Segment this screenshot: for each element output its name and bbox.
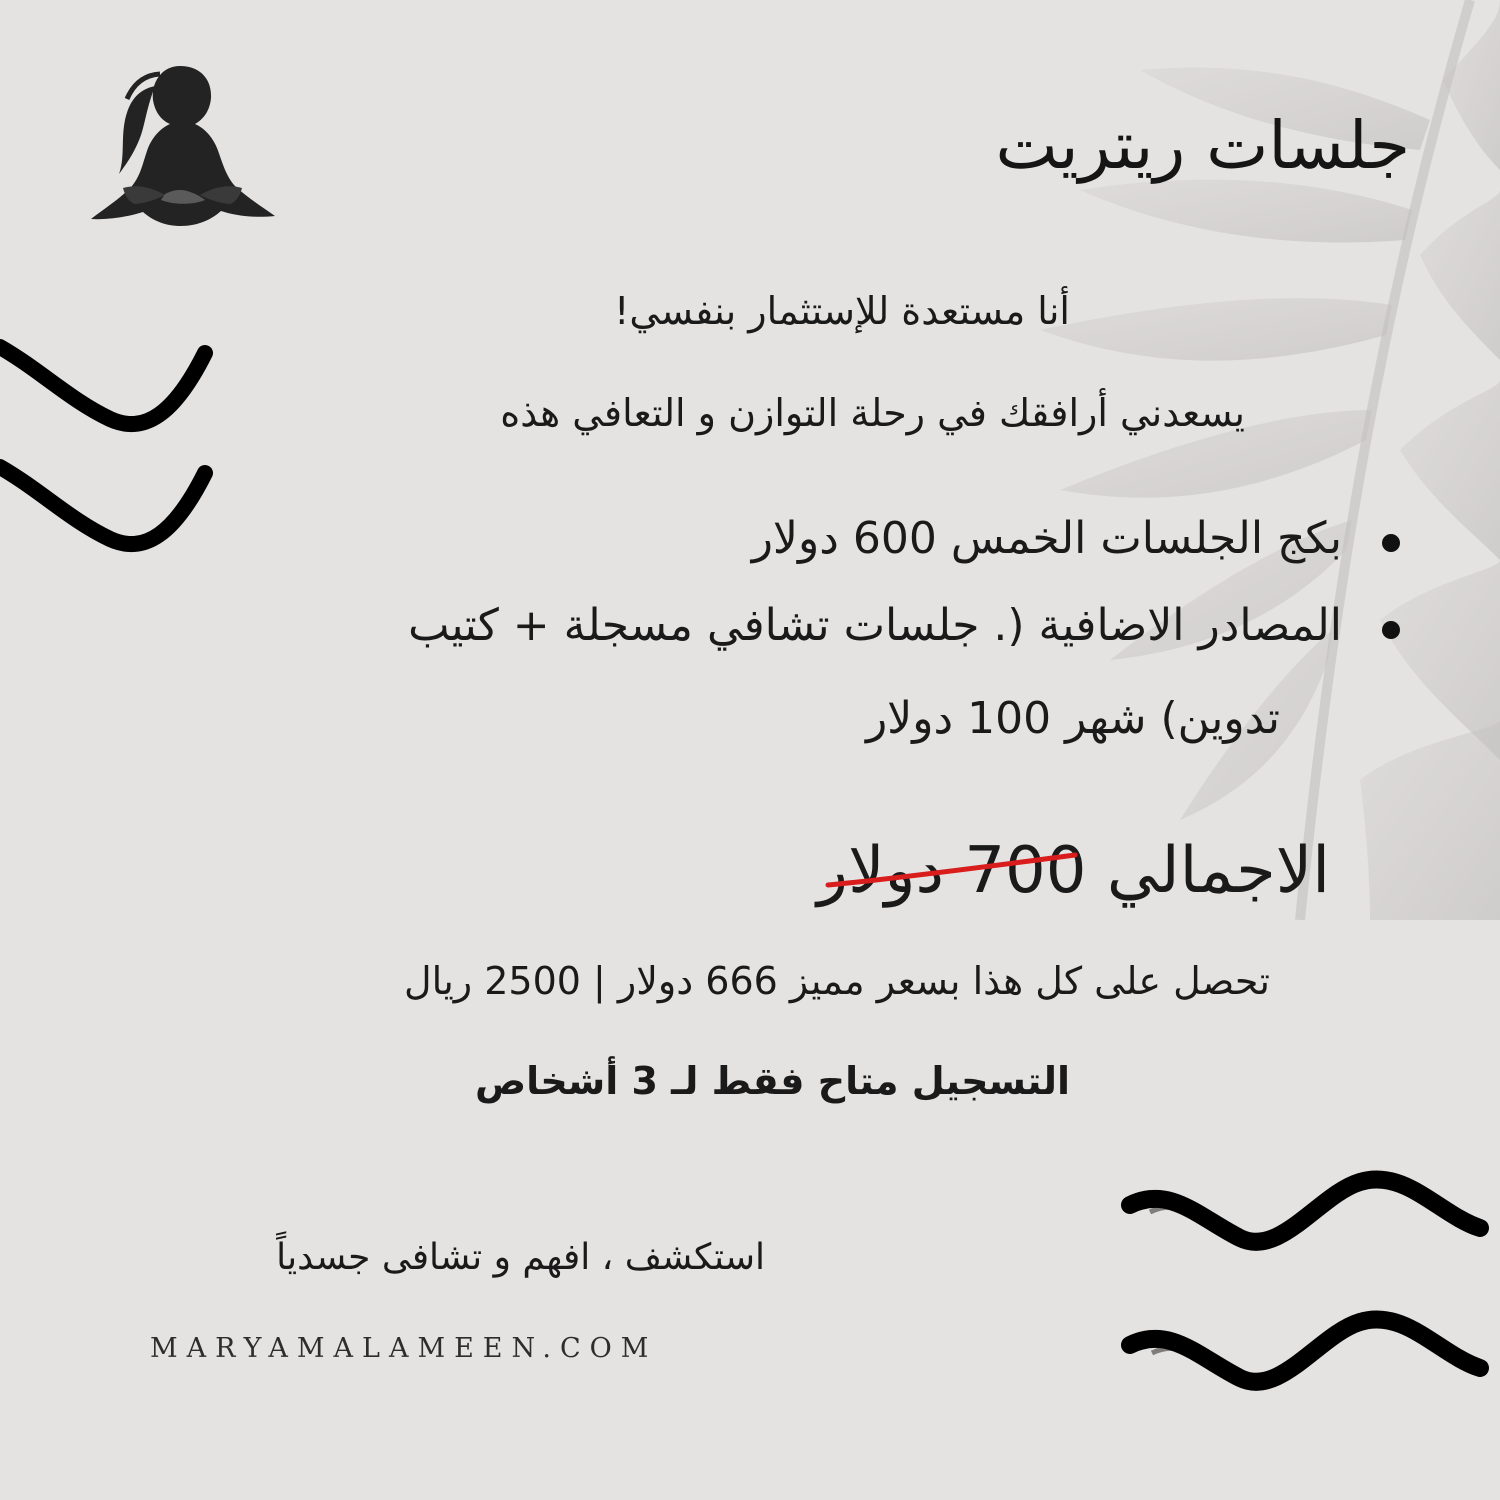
page-title: جلسات ريتريت [995, 107, 1410, 184]
footer-tagline: استكشف ، افهم و تشافى جسدياً [276, 1237, 765, 1278]
offer-item-continuation: تدوين) شهر 100 دولار [865, 693, 1280, 744]
brush-wave-icon [0, 455, 215, 565]
brush-zigzag-icon [1110, 1300, 1500, 1420]
registration-limit-text: التسجيل متاح فقط لـ 3 أشخاص [475, 1059, 1070, 1103]
brush-wave-icon [0, 335, 215, 445]
old-price: 700 دولار [817, 834, 1087, 908]
brush-zigzag-icon [1110, 1160, 1500, 1280]
bullet-icon [1382, 621, 1400, 639]
intro-line-2: يسعدني أرافقك في رحلة التوازن و التعافي هذه [500, 391, 1245, 435]
special-offer-text: تحصل على كل هذا بسعر مميز 666 دولار | 2500 ريال [404, 959, 1270, 1003]
meditating-woman-icon [85, 62, 280, 237]
total-label: الاجمالي [1106, 834, 1330, 908]
intro-line-1: أنا مستعدة للإستثمار بنفسي! [614, 289, 1070, 333]
offer-item-resources [408, 601, 1342, 652]
bullet-icon [1382, 534, 1400, 552]
offer-item-package [752, 514, 1342, 565]
price-strike-line [820, 845, 1090, 905]
offer-item-text: المصادر الاضافية (. جلسات تشافي مسجلة + كتيب [408, 600, 1342, 651]
offer-item-text: بكج الجلسات الخمس 600 دولار [751, 513, 1342, 564]
website-link[interactable]: MARYAMALAMEEN.COM [150, 1333, 658, 1364]
